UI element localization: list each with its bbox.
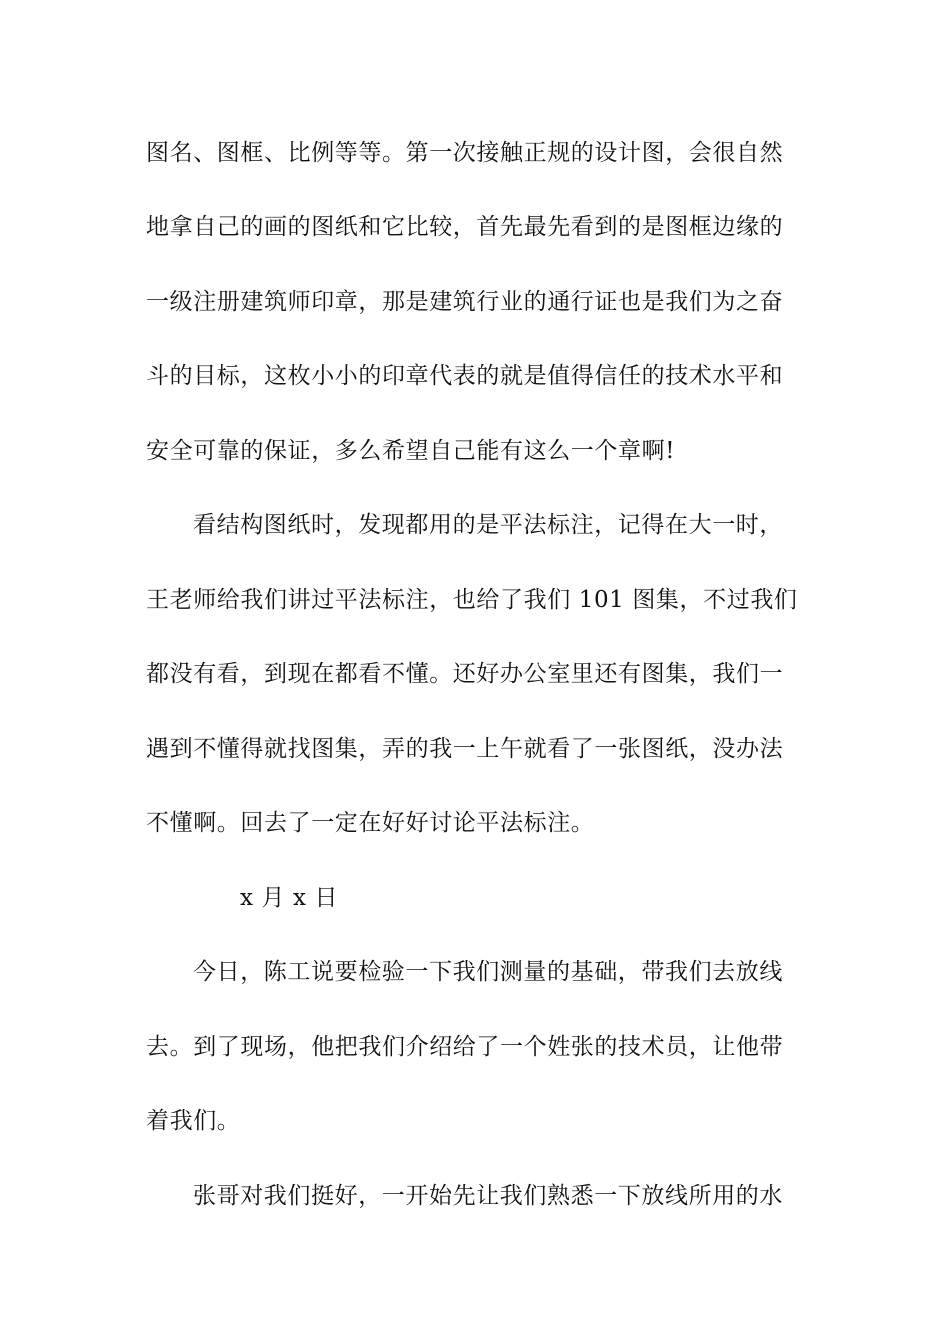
text-line: 安全可靠的保证，多么希望自己能有这么一个章啊!	[146, 438, 676, 464]
paragraph-start-line: 看结构图纸时，发现都用的是平法标注，记得在大一时，	[193, 512, 783, 538]
paragraph-start-line: 今日，陈工说要检验一下我们测量的基础，带我们去放线	[193, 959, 783, 985]
paragraph-start-line: 张哥对我们挺好，一开始先让我们熟悉一下放线所用的水	[193, 1183, 783, 1209]
text-line: 一级注册建筑师印章，那是建筑行业的通行证也是我们为之奋	[146, 289, 784, 315]
text-line: 斗的目标，这枚小小的印章代表的就是值得信任的技术水平和	[146, 363, 784, 389]
text-line: 不懂啊。回去了一定在好好讨论平法标注。	[146, 810, 595, 836]
text-line: 图名、图框、比例等等。第一次接触正规的设计图，会很自然	[146, 140, 784, 166]
text-line: 都没有看，到现在都看不懂。还好办公室里还有图集，我们一	[146, 661, 784, 687]
text-line: 遇到不懂得就找图集，弄的我一上午就看了一张图纸，没办法	[146, 736, 784, 762]
text-line: 去。到了现场，他把我们介绍给了一个姓张的技术员，让他带	[146, 1034, 784, 1060]
text-line: 地拿自己的画的图纸和它比较，首先最先看到的是图框边缘的	[146, 214, 784, 240]
text-line: 着我们。	[146, 1108, 241, 1134]
date-heading: x 月 x 日	[240, 885, 339, 911]
text-line: 王老师给我们讲过平法标注，也给了我们 101 图集，不过我们	[146, 587, 798, 613]
